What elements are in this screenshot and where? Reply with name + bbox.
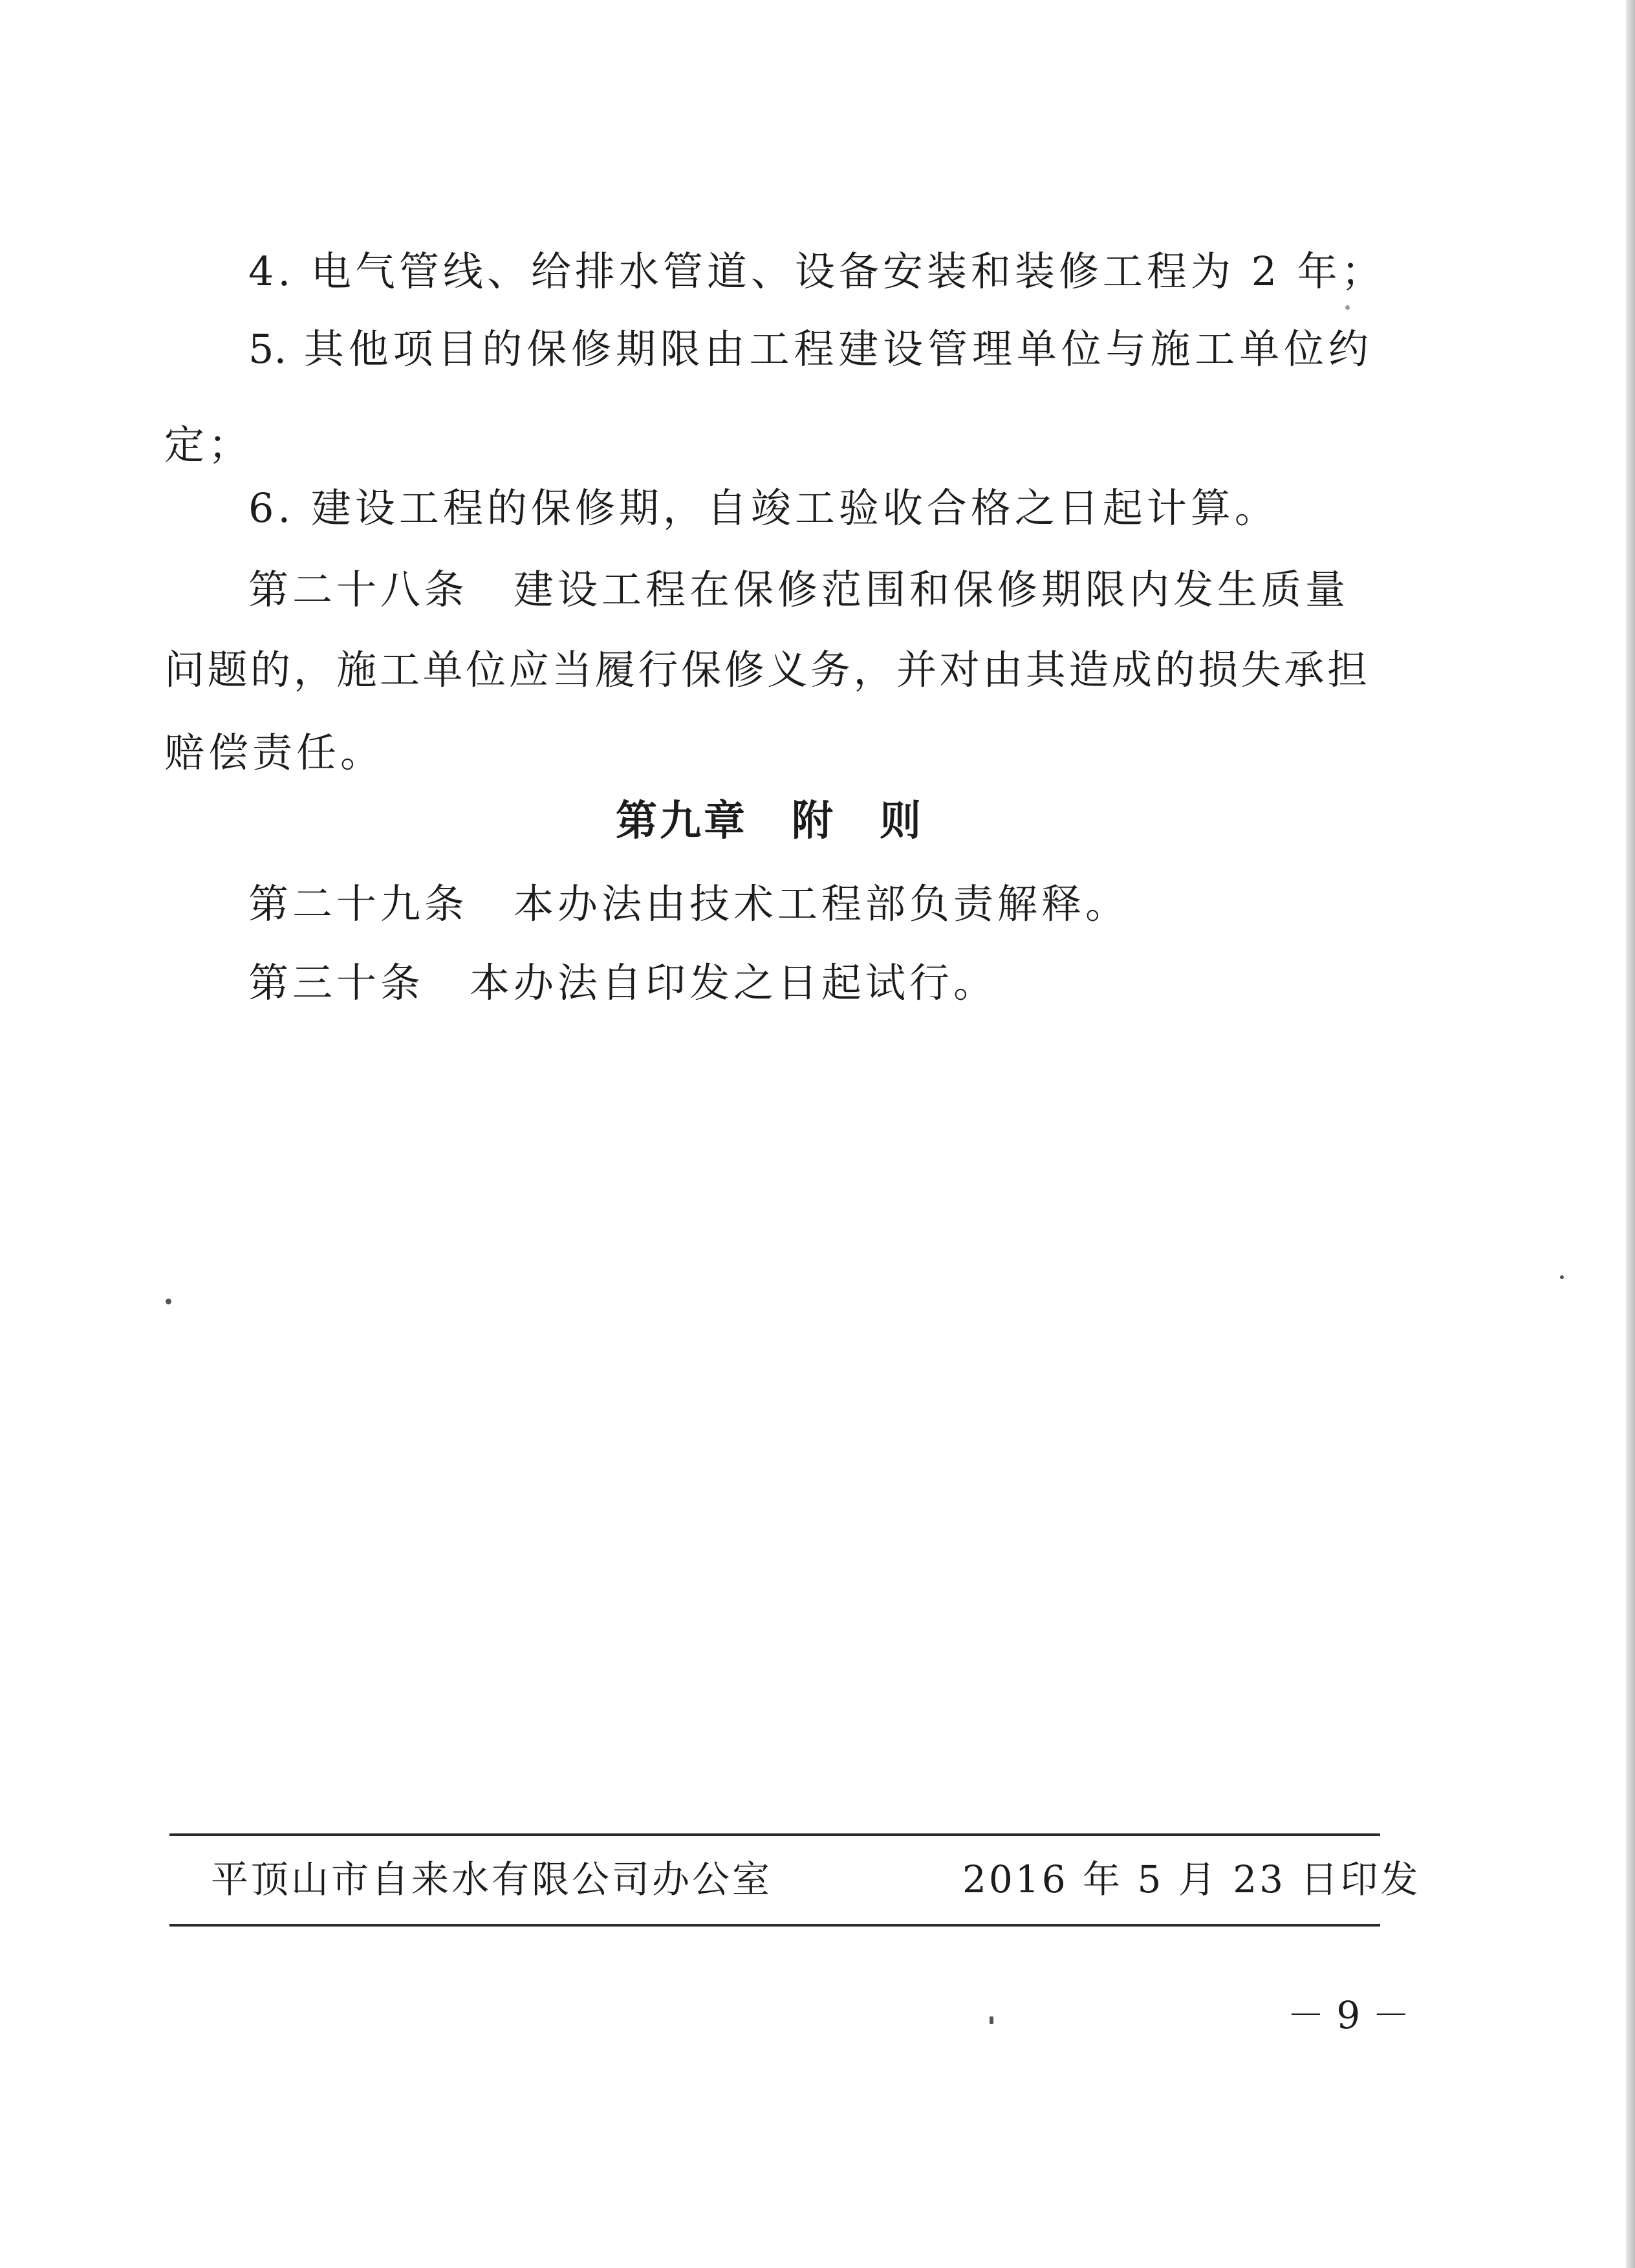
article-29 — [248, 878, 1129, 930]
page-number: － 9 － — [1287, 1993, 1410, 2037]
article-29-text: 本办法由技术工程部负责解释。 — [514, 880, 1130, 927]
footer-date: 2016 年 5 月 23 日印发 — [962, 1857, 1421, 1901]
scan-speck — [990, 2016, 993, 2024]
scan-speck — [1560, 1275, 1564, 1279]
item-5-line-1: 5. 其他项目的保修期限由工程建设管理单位与施工单位约 — [248, 325, 1369, 373]
footer-top-rule — [169, 1833, 1380, 1836]
article-30-number: 第三十条 — [248, 959, 425, 1006]
article-30-text: 本办法自印发之日起试行。 — [470, 959, 998, 1006]
article-28-text: 建设工程在保修范围和保修期限内发生质量 — [514, 566, 1350, 613]
article-29-number: 第二十九条 — [248, 880, 469, 927]
scan-speck — [1345, 305, 1350, 310]
article-28-line-1 — [248, 564, 1349, 616]
footer-issuer: 平顶山市自来水有限公司办公室 — [211, 1857, 773, 1901]
item-6: 6. 建设工程的保修期，自竣工验收合格之日起计算。 — [248, 484, 1279, 532]
item-5-line-2: 定； — [164, 421, 253, 468]
item-4: 4. 电气管线、给排水管道、设备安装和装修工程为 2 年； — [248, 248, 1385, 295]
article-28-number: 第二十八条 — [248, 566, 469, 613]
footer-bottom-rule — [169, 1924, 1380, 1927]
chapter-9-title: 第九章 附 则 — [616, 797, 924, 845]
scan-speck — [166, 1299, 171, 1304]
article-28-line-2: 问题的，施工单位应当履行保修义务，并对由其造成的损失承担 — [164, 646, 1367, 693]
article-30 — [248, 957, 997, 1009]
scan-edge — [1626, 0, 1635, 2268]
article-28-line-3: 赔偿责任。 — [164, 729, 385, 776]
